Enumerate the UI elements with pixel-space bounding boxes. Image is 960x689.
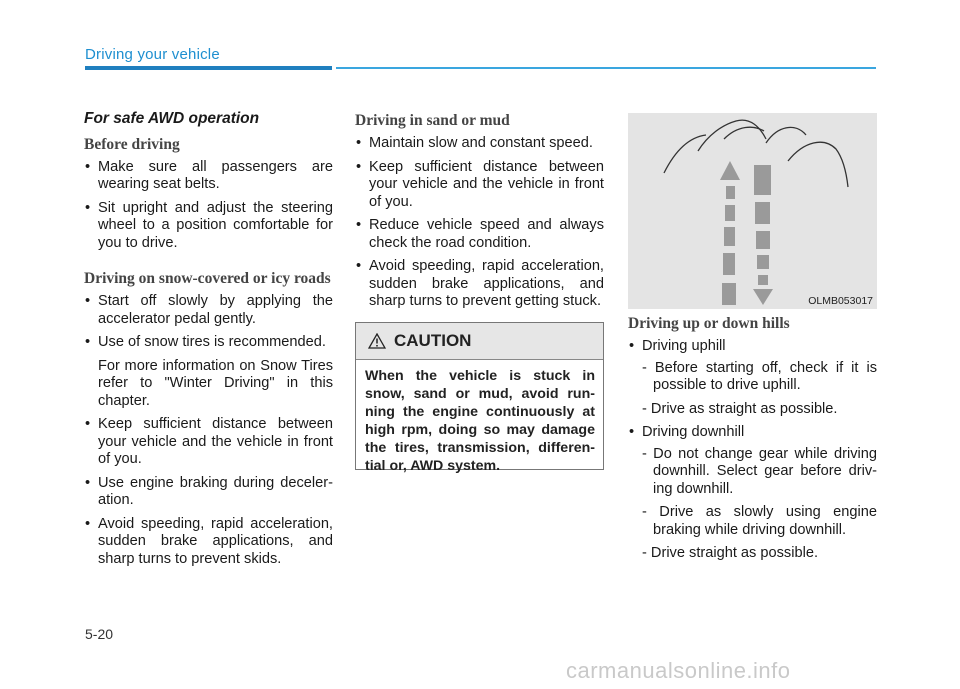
list-item-text: Use of snow tires is recommended.: [98, 334, 326, 350]
list-sand-mud: [355, 135, 604, 311]
warning-triangle-icon: [368, 333, 386, 349]
list-snow-icy: [84, 293, 333, 568]
heading-hills: Driving up or down hills: [628, 315, 790, 332]
list-item: [84, 293, 333, 328]
arrow-dash: [757, 255, 769, 269]
arrow-dash: [723, 253, 735, 275]
arrow-dash: [722, 283, 736, 305]
list-item-label: Driving uphill: [642, 338, 726, 354]
list-item: - Before starting off, check if it is possible to drive uphill.: [642, 359, 877, 393]
column-right: [628, 315, 877, 569]
header-rule-dark: [85, 66, 332, 70]
caution-text: When the vehicle is stuck in snow, sand or mud, avoid run-ning the engine continuously at high rpm, doing so may damage the tires, transmission, differen-tial or, AWD system.: [365, 368, 595, 474]
list-item: - Do not change gear while driving downhill. Select gear before driv-ing downhill.: [642, 445, 877, 497]
heading-before-driving: Before driving: [84, 135, 180, 153]
list-item: • Keep sufficient distance between your vehicle and the vehicle in front of you.: [355, 159, 604, 212]
header-rule-light: [336, 67, 876, 69]
heading-sand-mud: Driving in sand or mud: [355, 112, 510, 129]
caution-header: [356, 323, 603, 360]
list-downhill-steps: [642, 446, 877, 563]
page-number: 5-20: [85, 626, 114, 642]
list-item: • Maintain slow and constant speed.: [355, 135, 604, 153]
list-item: - Drive straight as possible.: [642, 545, 819, 561]
list-uphill-steps: [642, 360, 877, 419]
list-item: [84, 416, 333, 469]
list-item: • Sit upright and adjust the steering wheel to a position comfortable for you to drive.: [84, 200, 333, 253]
arrow-dash: [726, 186, 735, 199]
section-header-title: Driving your vehicle: [85, 46, 220, 63]
arrow-dash: [758, 275, 768, 285]
caution-label: CAUTION: [394, 331, 472, 350]
caution-box: [355, 322, 604, 474]
list-item-text: Avoid speeding, rapid acceleration, sudden brake applications, and sharp turns to prevent skids.: [98, 515, 333, 567]
list-item-uphill: [628, 338, 877, 418]
list-item: [84, 516, 333, 569]
list-item-note: For more information on Snow Tires refer to "Winter Driving" in this chapter.: [98, 357, 333, 409]
list-item: • Make sure all passengers are wearing seat belts.: [84, 159, 333, 194]
column-left: [84, 110, 333, 574]
list-item-downhill: [628, 424, 877, 563]
arrow-dash: [755, 202, 770, 224]
arrow-dash: [725, 205, 735, 221]
list-item-text: Start off slowly by applying the accelerator pedal gently.: [98, 293, 333, 327]
list-item: [84, 475, 333, 510]
list-item: - Drive as straight as possible.: [642, 400, 838, 417]
list-item: [84, 334, 333, 410]
column-middle: [355, 110, 604, 317]
list-item-text: Keep sufficient distance between your vehicle and the vehicle in front of you.: [98, 416, 333, 467]
list-item: • Reduce vehicle speed and always check the road condition.: [355, 217, 604, 252]
list-item: - Drive as slowly using engine braking while driving downhill.: [642, 504, 877, 538]
list-item-text: Use engine braking during deceler-ation.: [98, 474, 333, 508]
hill-driving-illustration: [628, 113, 877, 309]
list-before-driving: [84, 159, 333, 253]
arrow-dash: [756, 231, 770, 249]
list-hills: [628, 338, 877, 563]
section-heading-awd: For safe AWD operation: [84, 110, 260, 127]
figure-code: OLMB053017: [808, 295, 873, 307]
heading-snow-icy: Driving on snow-covered or icy roads: [84, 270, 331, 287]
hill-arrows-graphic: [628, 113, 877, 309]
list-item: • Avoid speeding, rapid acceleration, sudden brake applications, and sharp turns to prevent getting stuck.: [355, 258, 604, 311]
arrow-dash: [724, 227, 735, 246]
arrow-dash: [754, 165, 771, 195]
watermark: carmanualsonline.info: [566, 658, 791, 683]
list-item-label: Driving downhill: [642, 424, 745, 440]
